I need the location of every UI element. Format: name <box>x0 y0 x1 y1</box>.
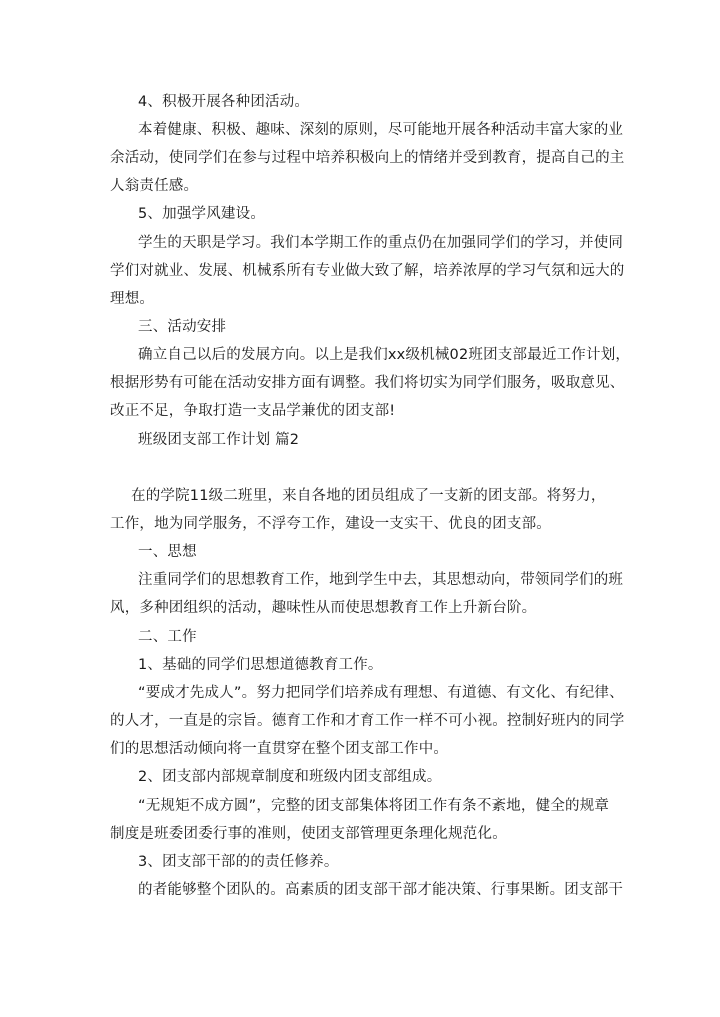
doc-line-1: 4、积极开展各种团活动。 <box>138 94 310 110</box>
doc-line-24: 2、团支部内部规章制度和班级内团支部组成。 <box>138 769 442 785</box>
doc-line-7: 学们对就业、发展、机械系所有专业做大致了解，培养浓厚的学习气氛和远大的 <box>110 263 625 279</box>
doc-line-10: 确立自己以后的发展方向。以上是我们xx级机械02班团支部最近工作计划， <box>138 347 631 363</box>
doc-line-17: 注重同学们的思想教育工作，地到学生中去，其思想动向，带领同学们的班 <box>138 572 624 588</box>
doc-line-28: 的者能够整个团队的。高素质的团支部干部才能决策、行事果断。团支部干 <box>138 882 624 898</box>
doc-line-8: 理想。 <box>110 291 155 307</box>
doc-line-25: “无规矩不成方圆”，完整的团支部集体将团工作有条不紊地，健全的规章 <box>138 798 610 814</box>
doc-line-22: 的人才，一直是的宗旨。德育工作和才育工作一样不可小视。控制好班内的同学 <box>110 713 625 729</box>
doc-line-5: 5、加强学风建设。 <box>138 206 266 222</box>
doc-line-27: 3、团支部干部的的责任修养。 <box>138 854 339 870</box>
doc-line-11: 根据形势有可能在活动安排方面有调整。我们将切实为同学们服务，吸取意见、 <box>110 375 625 391</box>
doc-line-2: 本着健康、积极、趣味、深刻的原则，尽可能地开展各种活动丰富大家的业 <box>138 122 624 138</box>
doc-line-9: 三、活动安排 <box>138 319 227 335</box>
doc-line-23: 们的思想活动倾向将一直贯穿在整个团支部工作中。 <box>110 741 449 757</box>
doc-line-18: 风，多种团组织的活动，趣味性从而使思想教育工作上升新台阶。 <box>110 600 537 616</box>
doc-line-21: “要成才先成人”。努力把同学们培养成有理想、有道德、有文化、有纪律、 <box>138 685 624 701</box>
doc-line-16: 一、思想 <box>138 544 197 560</box>
doc-line-15: 工作，地为同学服务，不浮夸工作，建设一支实干、优良的团支部。 <box>110 516 551 532</box>
doc-line-3: 余活动，使同学们在参与过程中培养积极向上的情绪并受到教育，提高自己的主 <box>110 150 625 166</box>
doc-line-12: 改正不足，争取打造一支品学兼优的团支部! <box>110 403 396 419</box>
doc-line-26: 制度是班委团委行事的准则，使团支部管理更条理化规范化。 <box>110 826 507 842</box>
doc-line-20: 1、基础的同学们思想道德教育工作。 <box>138 657 383 673</box>
doc-line-14: 在的学院11级二班里，来自各地的团员组成了一支新的团支部。将努力， <box>131 488 606 504</box>
doc-line-19: 二、工作 <box>138 629 197 645</box>
doc-line-6: 学生的天职是学习。我们本学期工作的重点仍在加强同学们的学习，并使同 <box>138 235 624 251</box>
doc-heading-part2: 班级团支部工作计划 篇2 <box>138 432 300 448</box>
doc-line-4: 人翁责任感。 <box>110 178 199 194</box>
